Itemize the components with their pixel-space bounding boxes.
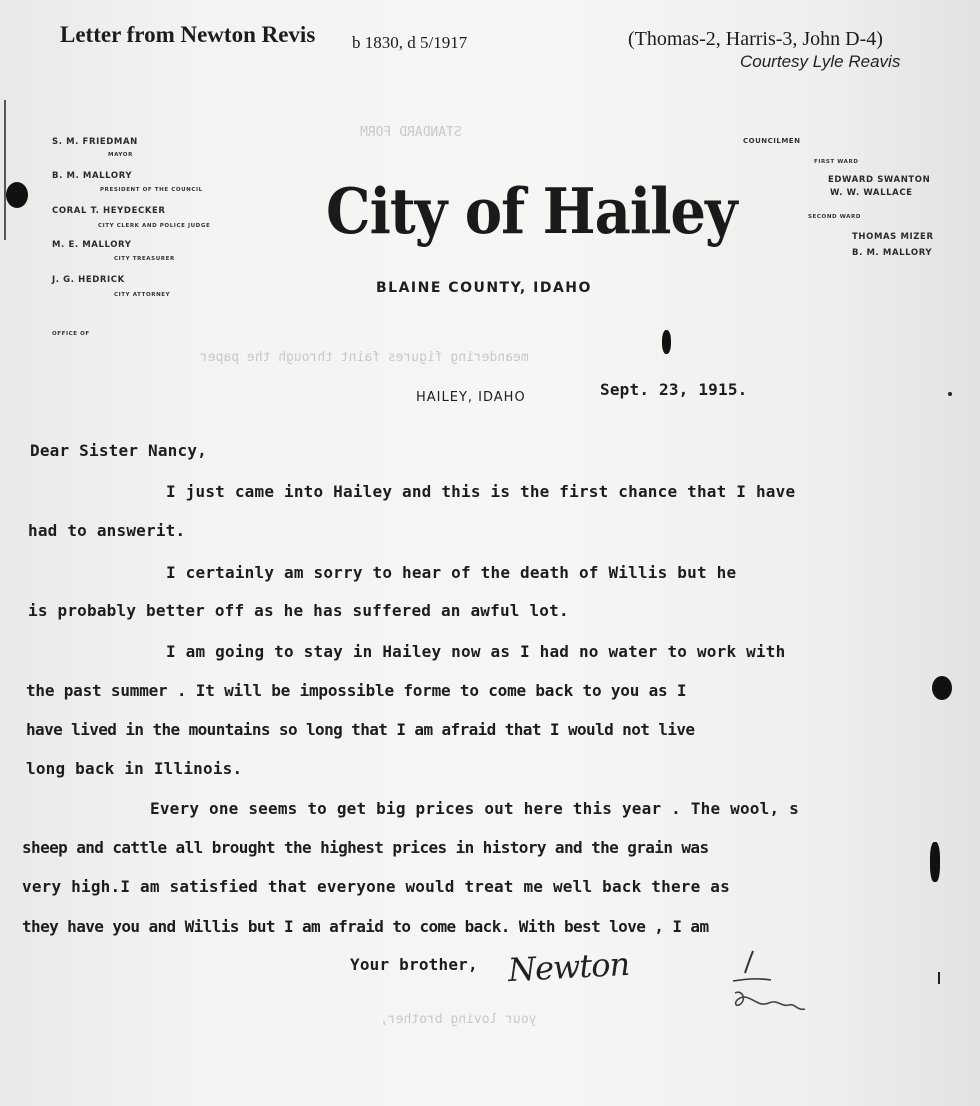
ink-blot (930, 842, 940, 882)
officer-name: M. E. MALLORY (52, 240, 132, 250)
officer-title: CITY CLERK AND POLICE JUDGE (98, 223, 211, 229)
signature: Newton (507, 944, 630, 990)
councilman-name: THOMAS MIZER (852, 232, 934, 242)
body-line: I just came into Hailey and this is the first chance that I have (166, 482, 796, 501)
body-line: sheep and cattle all brought the highest prices in history and the grain was (22, 838, 709, 857)
body-line: is probably better off as he has suffered an awful lot. (28, 601, 569, 620)
bleed-through: meandering figures faint through the paper (200, 350, 529, 365)
officer-name: CORAL T. HEYDECKER (52, 206, 166, 216)
letter-date: Sept. 23, 1915. (600, 380, 748, 399)
ward-label: FIRST WARD (814, 159, 859, 165)
caption-dates: b 1830, d 5/1917 (352, 33, 468, 52)
ward-label: SECOND WARD (808, 214, 861, 220)
officer-title: MAYOR (108, 152, 133, 158)
ink-blot (6, 182, 28, 208)
closing: Your brother, (350, 955, 478, 974)
body-line: very high.I am satisfied that everyone would treat me well back there as (22, 877, 730, 896)
officer-title: CITY TREASURER (114, 256, 175, 262)
officer-title: PRESIDENT OF THE COUNCIL (100, 187, 203, 193)
officer-title: CITY ATTORNEY (114, 292, 171, 298)
handwritten-scribble (725, 945, 820, 1035)
binder-edge-mark (4, 100, 6, 240)
body-line: long back in Illinois. (26, 759, 243, 778)
body-line: the past summer . It will be impossible forme to come back to you as I (26, 681, 687, 700)
caption-courtesy: Courtesy Lyle Reavis (740, 52, 901, 71)
officer-name: J. G. HEDRICK (52, 275, 125, 285)
councilman-name: EDWARD SWANTON (828, 175, 931, 185)
ink-blot (662, 330, 671, 354)
councilman-name: B. M. MALLORY (852, 248, 933, 258)
officer-name: S. M. FRIEDMAN (52, 137, 138, 147)
body-line: I certainly am sorry to hear of the death of Willis but he (166, 563, 737, 582)
county-line: BLAINE COUNTY, IDAHO (376, 280, 592, 296)
councilman-name: W. W. WALLACE (830, 188, 913, 198)
margin-mark (938, 972, 940, 984)
place-line: HAILEY, IDAHO (416, 390, 526, 405)
officer-name: B. M. MALLORY (52, 171, 133, 181)
city-title: City of Hailey (326, 175, 737, 249)
bleed-through: your loving brother, (380, 1012, 537, 1027)
caption-lineage: (Thomas-2, Harris-3, John D-4) (628, 28, 883, 50)
office-of-label: OFFICE OF (52, 331, 90, 337)
body-line: Every one seems to get big prices out here this year . The wool, s (150, 799, 799, 818)
bleed-through: STANDARD FORM (360, 125, 462, 140)
body-line: they have you and Willis but I am afraid to come back. With best love , I am (22, 917, 709, 936)
caption-title: Letter from Newton Revis (60, 22, 316, 47)
salutation: Dear Sister Nancy, (30, 441, 207, 460)
margin-mark (948, 392, 952, 396)
ink-blot (932, 676, 952, 700)
body-line: have lived in the mountains so long that I am afraid that I would not live (26, 720, 695, 739)
councilmen-label: COUNCILMEN (743, 137, 801, 145)
body-line: had to answerit. (28, 521, 186, 540)
body-line: I am going to stay in Hailey now as I had no water to work with (166, 642, 786, 661)
